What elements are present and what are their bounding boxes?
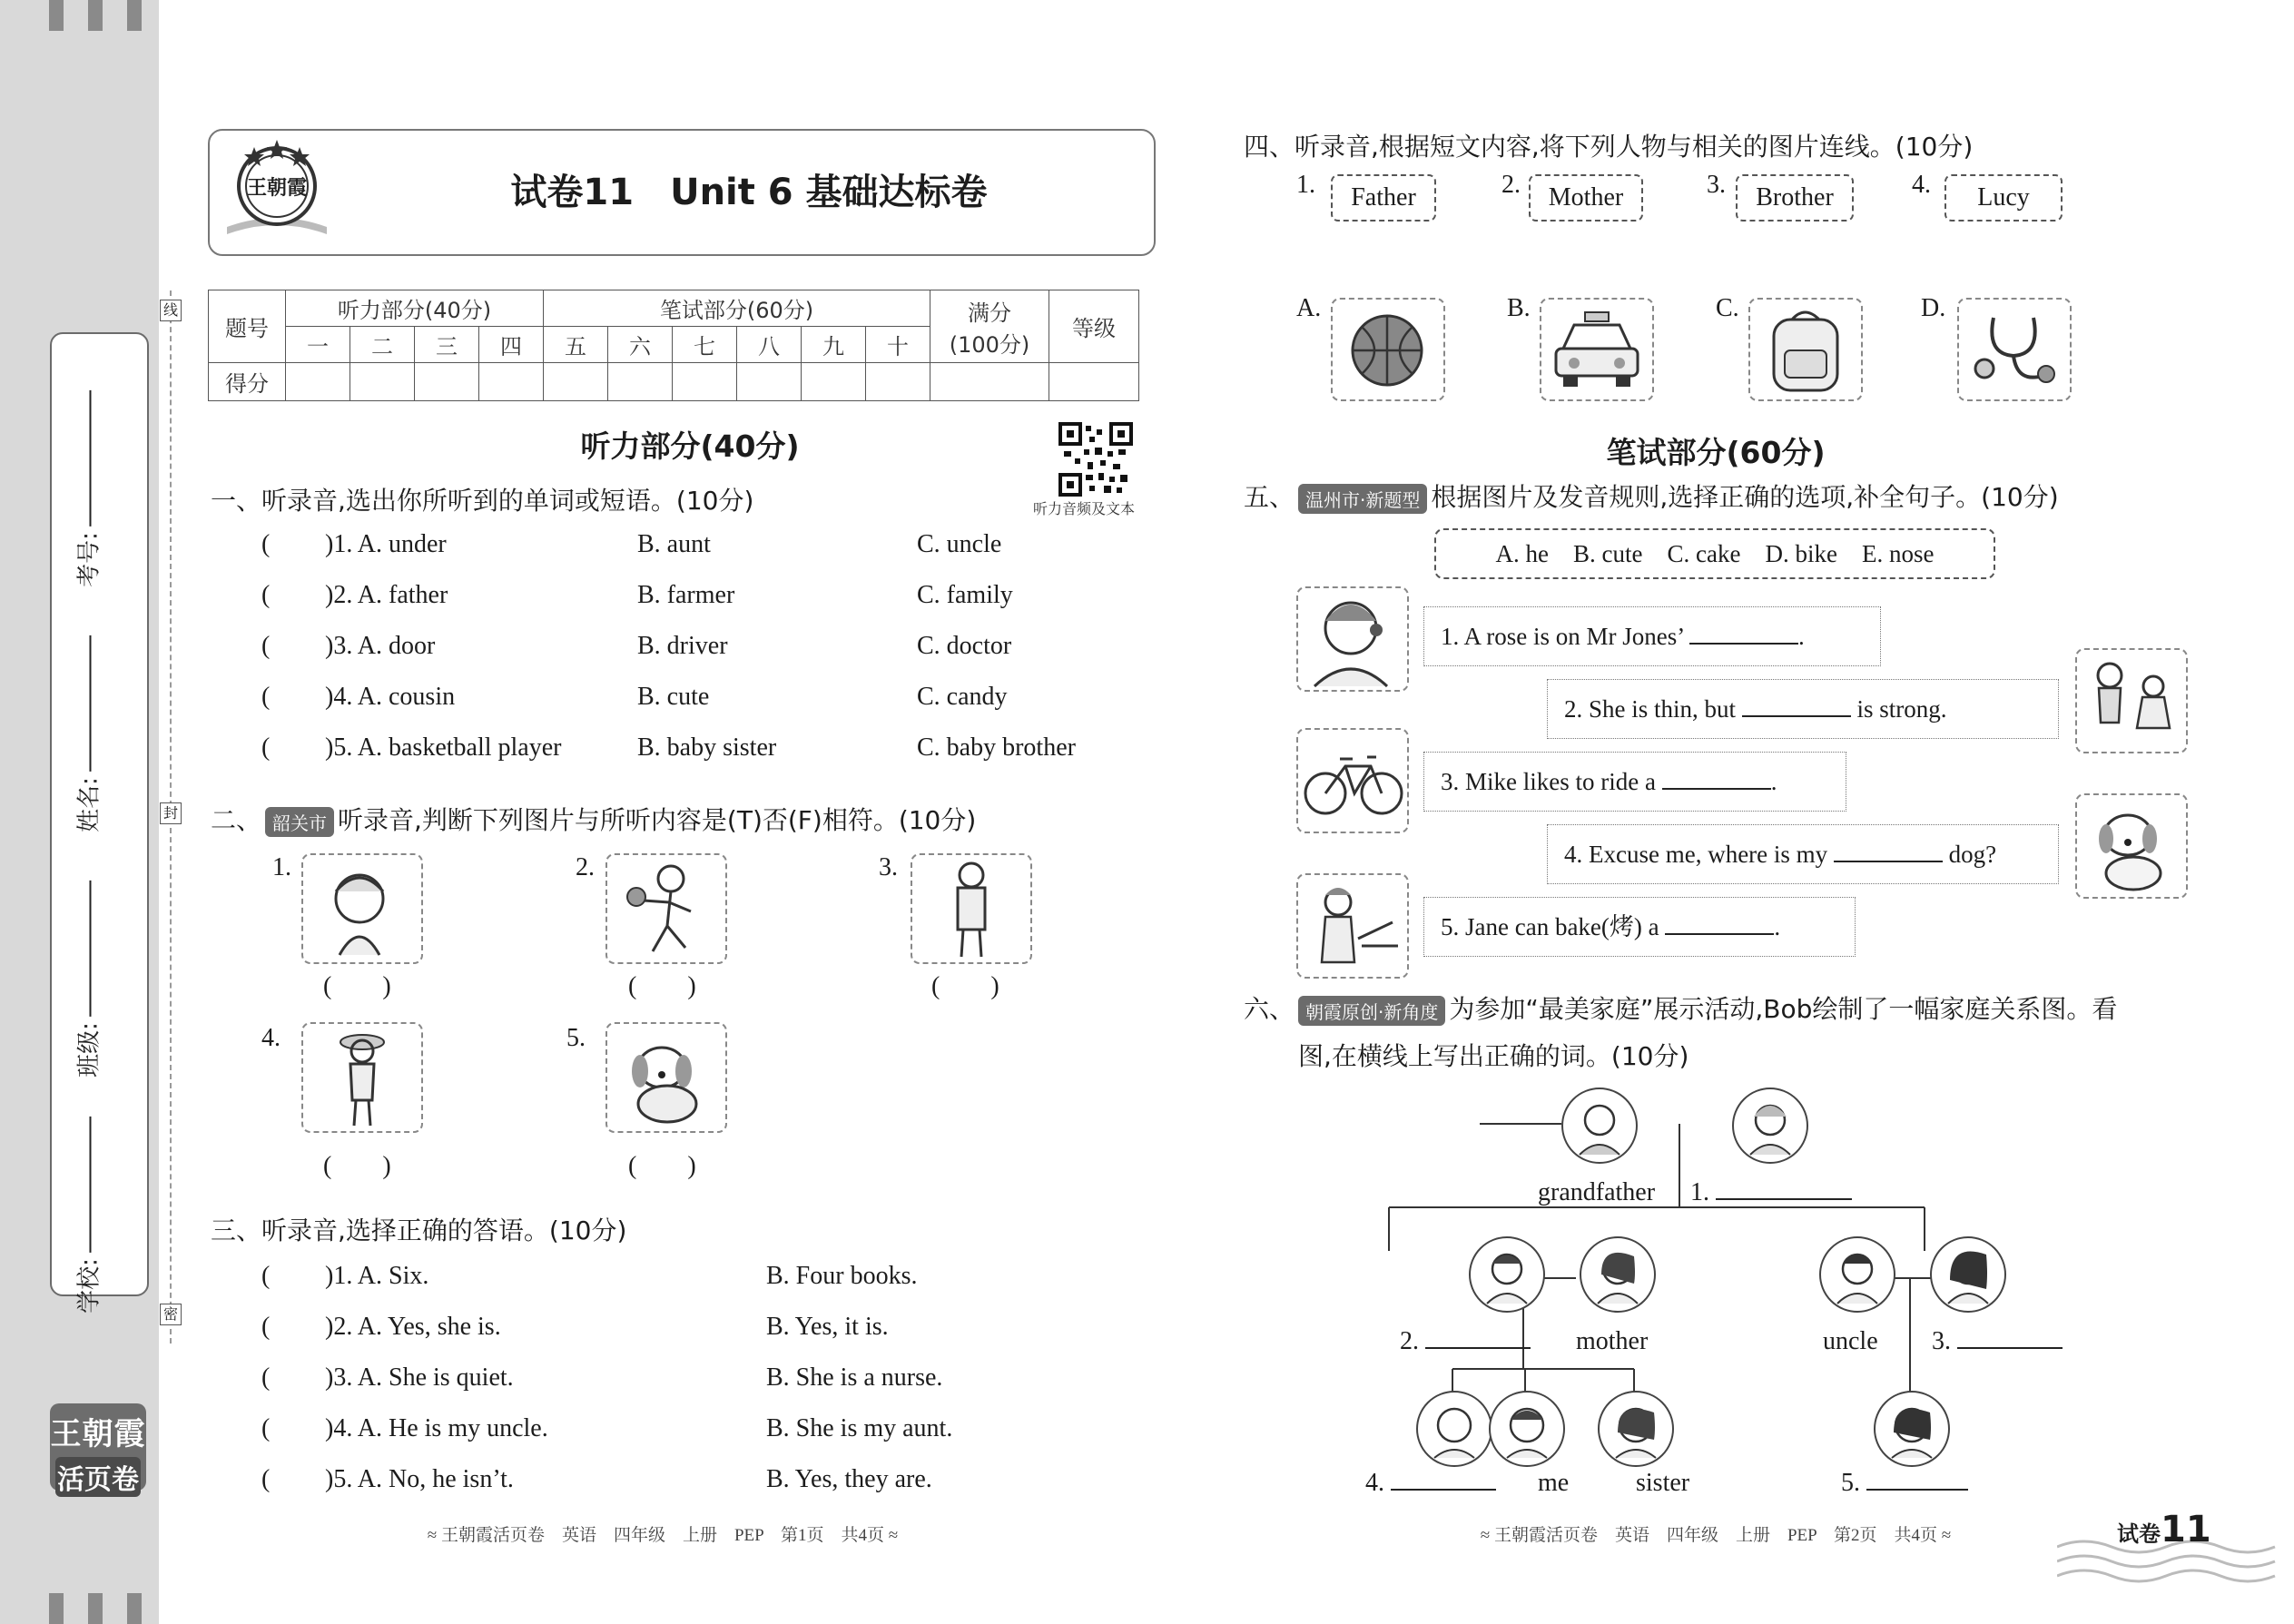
class-field[interactable] (71, 881, 104, 1078)
father-avatar-icon (1469, 1236, 1545, 1313)
option-b: B. driver (637, 632, 728, 660)
sister-avatar-icon (1598, 1391, 1674, 1467)
option-b: B. Four books. (766, 1262, 918, 1290)
answer-paren[interactable]: ( (261, 1363, 271, 1392)
blank-number: 5. (1841, 1469, 1860, 1497)
option-b: B. cute (637, 683, 710, 711)
q5-picture-kids (2075, 648, 2188, 753)
person-brother[interactable]: Brother (1736, 174, 1854, 221)
score-cell[interactable] (1049, 363, 1139, 401)
registration-mark (49, 1593, 64, 1624)
label-grandfather: grandfather (1538, 1178, 1656, 1206)
option-b: B. She is a nurse. (766, 1363, 943, 1392)
listening-heading: 听力部分(40分) (580, 428, 800, 464)
sentence-text: dog? (1948, 841, 1997, 868)
school-field[interactable] (71, 1117, 104, 1314)
col-header: 八 (737, 327, 802, 363)
mother-avatar-icon (1580, 1236, 1656, 1313)
blank-field[interactable] (1957, 1347, 2063, 1349)
answer-paren[interactable]: ( (261, 1313, 271, 1341)
page-title: 试卷11 Unit 6 基础达标卷 (510, 172, 988, 213)
sentence-period: . (1774, 913, 1781, 940)
brand-logo (50, 1403, 146, 1496)
q5-sentence-5 (1423, 897, 1856, 957)
score-cell[interactable] (608, 363, 673, 401)
q5-picture-bike (1296, 728, 1409, 833)
uncle-avatar-icon (1819, 1236, 1895, 1313)
source-tag: 朝霞原创·新角度 (1298, 996, 1445, 1026)
q1-item (261, 733, 1124, 784)
person-lucy[interactable]: Lucy (1944, 174, 2063, 221)
registration-mark (88, 1593, 103, 1624)
option-b: B. Yes, they are. (766, 1465, 932, 1493)
answer-paren[interactable]: ( (261, 530, 271, 558)
option-c: C. family (917, 581, 1013, 609)
sentence-text: 3. Mike likes to ride a (1441, 768, 1656, 795)
basketball-icon (1333, 300, 1443, 399)
q5-picture-dog (2075, 793, 2188, 899)
q2-label: 4. (261, 1024, 281, 1052)
option-a: )4. A. He is my uncle. (325, 1414, 548, 1442)
score-cell[interactable] (415, 363, 479, 401)
taxi-icon (1541, 300, 1652, 399)
option-c: C. uncle (917, 530, 1002, 558)
region-tag: 温州市·新题型 (1298, 484, 1427, 514)
registration-mark (127, 1593, 142, 1624)
aunt-avatar-icon (1930, 1236, 2006, 1313)
option-c: C. baby brother (917, 733, 1076, 762)
full-marks-header (930, 290, 1049, 363)
doctor-icon (912, 855, 1030, 962)
man-with-rose-icon (1298, 588, 1407, 690)
score-cell[interactable] (479, 363, 544, 401)
answer-paren[interactable]: ( (261, 632, 271, 660)
publisher-logo-icon (218, 136, 336, 243)
grandmother-avatar-icon (1732, 1088, 1808, 1164)
answer-paren[interactable]: ( (261, 683, 271, 711)
bike-icon (1298, 730, 1407, 832)
blank-field[interactable] (1866, 1489, 1968, 1491)
option-b: B. farmer (637, 581, 735, 609)
page-badge (2117, 1509, 2211, 1550)
cousin-avatar-icon (1874, 1391, 1950, 1467)
me-avatar-icon (1489, 1391, 1565, 1467)
col-header: 四 (479, 327, 544, 363)
q2-label: 2. (576, 853, 595, 881)
row-label-score: 得分 (209, 363, 286, 401)
sentence-period: . (1798, 623, 1805, 650)
answer-paren[interactable]: ( (261, 1414, 271, 1442)
score-cell[interactable] (737, 363, 802, 401)
blank-4 (1365, 1469, 1496, 1498)
sentence-text: 5. Jane can bake(烤) a (1441, 913, 1659, 940)
q4-heading: 四、听录音,根据短文内容,将下列人物与相关的图片连线。(10分) (1244, 132, 1974, 162)
writing-heading: 笔试部分(60分) (1606, 435, 1826, 470)
picture-stethoscope[interactable] (1957, 298, 2072, 401)
grandfather-avatar-icon (1561, 1088, 1638, 1164)
page-footer-right: ≈ 王朝霞活页卷 英语 四年级 上册 PEP 第2页 共4页 ≈ (1480, 1526, 1952, 1545)
brand-line1: 王朝霞 (50, 1416, 146, 1452)
q2-picture-farmer (301, 1022, 423, 1133)
q3-item (261, 1313, 1133, 1363)
option-b: B. Yes, it is. (766, 1313, 889, 1341)
q3-item (261, 1414, 1133, 1465)
option-a: )2. A. Yes, she is. (325, 1313, 501, 1341)
q3-list (261, 1262, 1133, 1516)
q3-item (261, 1262, 1133, 1313)
cut-char: 线 (160, 300, 182, 321)
q2-picture-dog (605, 1022, 727, 1133)
q1-heading: 一、听录音,选出你所听到的单词或短语。(10分) (211, 486, 754, 516)
sentence-text: 1. A rose is on Mr Jones’ (1441, 623, 1684, 650)
q6-heading (1244, 989, 2117, 1026)
q3-item (261, 1465, 1133, 1516)
full-marks-label: 满分 (968, 300, 1011, 326)
picture-label: A. (1296, 294, 1322, 322)
q5-sentence-3 (1423, 752, 1846, 812)
girl-baking-icon (1298, 875, 1407, 977)
option-a: )1. A. Six. (325, 1262, 429, 1290)
dog-icon (607, 1024, 725, 1131)
exam-number-field[interactable] (71, 390, 104, 587)
picture-label: C. (1716, 294, 1739, 322)
nurse-icon (303, 855, 421, 962)
sentence-text: 2. She is thin, but (1564, 695, 1737, 723)
label-uncle: uncle (1823, 1327, 1878, 1355)
q2-picture-doctor (911, 853, 1032, 964)
blank-field[interactable] (1425, 1347, 1531, 1349)
stethoscope-icon (1959, 300, 2070, 399)
svg-text:王朝霞: 王朝霞 (246, 177, 308, 200)
score-table (208, 290, 1139, 401)
q5-heading (1244, 477, 2059, 514)
blank-field[interactable] (1662, 788, 1771, 790)
col-header: 九 (802, 327, 866, 363)
blank-field[interactable] (1689, 643, 1798, 645)
exam-number-label: 考号: (75, 532, 103, 587)
q6-text: 为参加“最美家庭”展示活动,Bob绘制了一幅家庭关系图。看 (1449, 994, 2118, 1024)
col-header: 一 (286, 327, 350, 363)
page-badge-label: 试卷 (2117, 1521, 2161, 1547)
score-cell[interactable] (350, 363, 415, 401)
option-a: )1. A. under (325, 530, 447, 558)
score-cell[interactable] (544, 363, 608, 401)
answer-paren[interactable]: ( ) (323, 972, 391, 1000)
option-a: )3. A. She is quiet. (325, 1363, 514, 1392)
q5-picture-baking (1296, 873, 1409, 979)
q1-item (261, 581, 1124, 632)
q5-option-box: A. he B. cute C. cake D. bike E. nose (1434, 528, 1995, 579)
person-num: 2. (1501, 171, 1521, 199)
q2-label: 3. (879, 853, 898, 881)
col-header: 六 (608, 327, 673, 363)
answer-paren[interactable]: ( (261, 581, 271, 609)
option-a: )2. A. father (325, 581, 448, 609)
q5-sentence-2 (1547, 679, 2059, 739)
blank-field[interactable] (1742, 715, 1851, 717)
blank-field[interactable] (1391, 1489, 1496, 1491)
class-label: 班级: (75, 1022, 103, 1078)
q1-item (261, 683, 1124, 733)
score-cell[interactable] (802, 363, 866, 401)
q6-prefix: 六、 (1244, 994, 1295, 1024)
brand-line2: 活页卷 (55, 1457, 141, 1497)
q1-list (261, 530, 1124, 784)
cut-char: 密 (160, 1304, 182, 1325)
col-header: 五 (544, 327, 608, 363)
picture-taxi[interactable] (1540, 298, 1654, 401)
page-footer-left: ≈ 王朝霞活页卷 英语 四年级 上册 PEP 第1页 共4页 ≈ (427, 1526, 899, 1545)
option-a: )3. A. door (325, 632, 436, 660)
writing-group-header: 笔试部分(60分) (544, 290, 930, 327)
blank-5 (1841, 1469, 1968, 1498)
brother-avatar-icon (1416, 1391, 1492, 1467)
name-field[interactable] (71, 635, 104, 832)
q5-text: 根据图片及发音规则,选择正确的选项,补全句子。(10分) (1431, 482, 2059, 512)
registration-mark (127, 0, 142, 31)
answer-paren[interactable]: ( (261, 1262, 271, 1290)
q5-prefix: 五、 (1244, 482, 1295, 512)
person-num: 4. (1912, 171, 1931, 199)
q2-prefix: 二、 (211, 805, 262, 835)
q2-label: 5. (566, 1024, 586, 1052)
q5-picture-man (1296, 586, 1409, 692)
label-sister: sister (1636, 1469, 1690, 1497)
q6-heading-line2: 图,在横线上写出正确的词。(10分) (1298, 1041, 1689, 1071)
blank-field[interactable] (1665, 933, 1774, 935)
answer-paren[interactable]: ( ) (323, 1152, 391, 1180)
blank-field[interactable] (1834, 861, 1943, 862)
answer-paren[interactable]: ( (261, 1465, 271, 1493)
name-label: 姓名: (75, 777, 103, 832)
q2-picture-nurse (301, 853, 423, 964)
col-header: 三 (415, 327, 479, 363)
label-me: me (1538, 1469, 1570, 1497)
q2-heading (211, 801, 976, 837)
person-num: 1. (1296, 171, 1315, 199)
col-header: 七 (673, 327, 737, 363)
q3-item (261, 1363, 1133, 1414)
q2-label: 1. (272, 853, 291, 881)
q1-item (261, 632, 1124, 683)
option-b: B. baby sister (637, 733, 777, 762)
boy-and-girl-icon (2077, 650, 2186, 752)
person-mother[interactable]: Mother (1529, 174, 1643, 221)
picture-label: D. (1921, 294, 1946, 322)
picture-label: B. (1507, 294, 1531, 322)
score-cell[interactable] (673, 363, 737, 401)
basketball-player-icon (607, 855, 725, 962)
person-num: 3. (1707, 171, 1726, 199)
picture-schoolbag[interactable] (1748, 298, 1863, 401)
listening-group-header: 听力部分(40分) (286, 290, 544, 327)
full-marks-value: (100分) (949, 331, 1030, 358)
row-label-question: 题号 (209, 290, 286, 363)
q1-item (261, 530, 1124, 581)
answer-paren[interactable]: ( ) (628, 972, 696, 1000)
blank-number: 2. (1400, 1327, 1419, 1355)
col-header: 十 (866, 327, 930, 363)
qr-code-icon[interactable] (1058, 422, 1133, 497)
sentence-period: . (1770, 768, 1777, 795)
cute-dog-icon (2077, 795, 2186, 897)
picture-basketball[interactable] (1331, 298, 1445, 401)
blank-number: 1. (1690, 1178, 1709, 1206)
answer-paren[interactable]: ( ) (628, 1152, 696, 1180)
score-cell[interactable] (866, 363, 930, 401)
q2-picture-basketball-player (605, 853, 727, 964)
answer-paren[interactable]: ( ) (931, 972, 999, 1000)
cut-char: 封 (160, 802, 182, 824)
option-c: C. doctor (917, 632, 1012, 660)
registration-mark (49, 0, 64, 31)
sentence-text: 4. Excuse me, where is my (1564, 841, 1828, 868)
page-badge-number: 11 (2161, 1509, 2211, 1550)
option-a: )4. A. cousin (325, 683, 456, 711)
option-b: B. aunt (637, 530, 711, 558)
q3-heading: 三、听录音,选择正确的答语。(10分) (211, 1216, 627, 1245)
score-cell[interactable] (930, 363, 1049, 401)
blank-number: 3. (1932, 1327, 1951, 1355)
blank-3 (1932, 1327, 2063, 1356)
q2-text: 听录音,判断下列图片与所听内容是(T)否(F)相符。(10分) (338, 805, 977, 835)
option-c: C. candy (917, 683, 1008, 711)
q5-sentence-1 (1423, 606, 1881, 666)
label-mother: mother (1576, 1327, 1649, 1355)
region-tag: 韶关市 (265, 807, 334, 837)
score-cell[interactable] (286, 363, 350, 401)
answer-paren[interactable]: ( (261, 733, 271, 762)
blank-1 (1690, 1178, 1852, 1207)
sentence-text: is strong. (1856, 695, 1947, 723)
qr-caption: 听力音频及文本 (1033, 500, 1136, 517)
farmer-icon (303, 1024, 421, 1131)
col-header: 二 (350, 327, 415, 363)
option-b: B. She is my aunt. (766, 1414, 953, 1442)
blank-field[interactable] (1716, 1198, 1852, 1200)
grade-header: 等级 (1049, 290, 1139, 363)
option-a: )5. A. No, he isn’t. (325, 1465, 514, 1493)
school-label: 学校: (75, 1258, 103, 1314)
registration-mark (88, 0, 103, 31)
blank-2 (1400, 1327, 1531, 1356)
blank-number: 4. (1365, 1469, 1384, 1497)
person-father[interactable]: Father (1331, 174, 1436, 221)
schoolbag-icon (1750, 300, 1861, 399)
q5-sentence-4 (1547, 824, 2059, 884)
option-a: )5. A. basketball player (325, 733, 562, 762)
